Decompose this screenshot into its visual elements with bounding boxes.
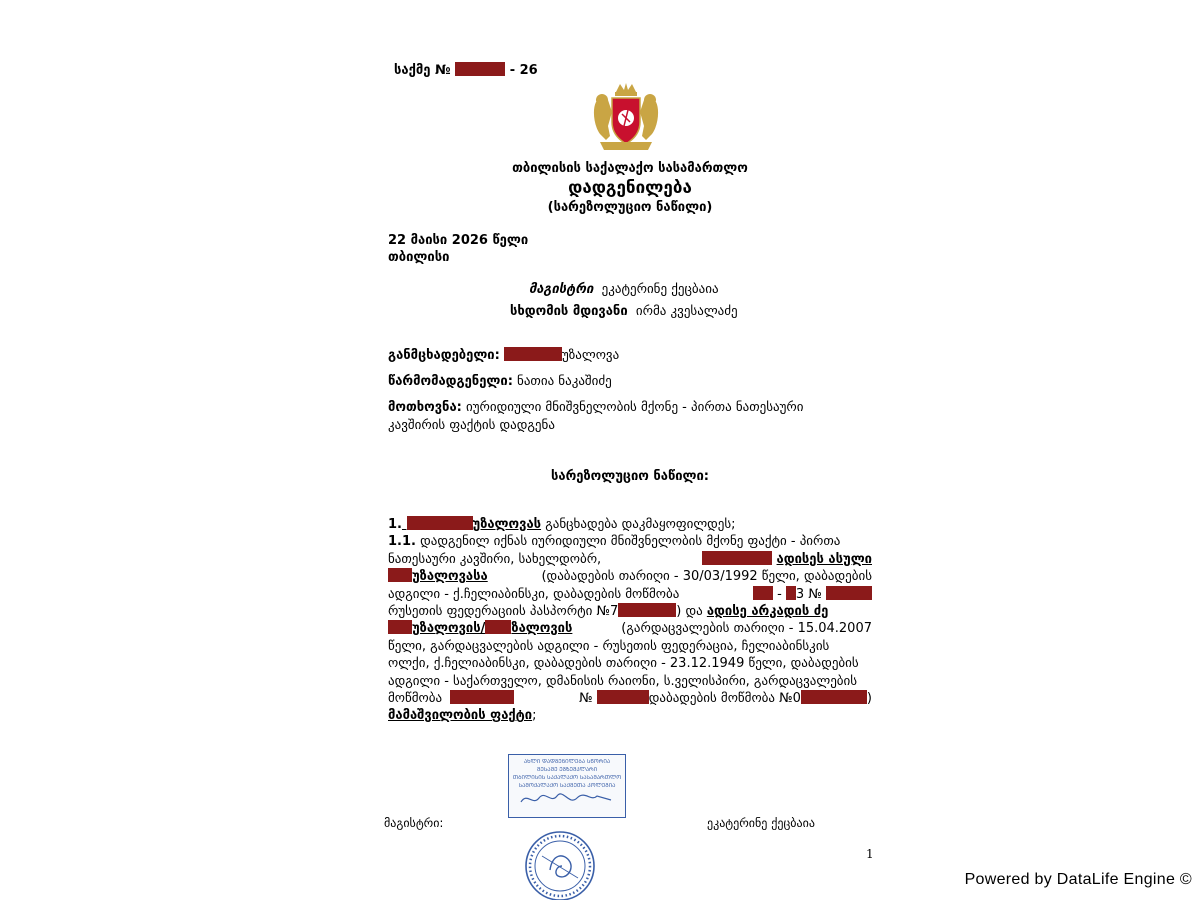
redaction <box>702 551 772 565</box>
body-line: მამაშვილობის ფაქტი; <box>388 708 537 724</box>
resolution-body <box>388 516 872 725</box>
redaction <box>388 568 412 582</box>
body-line: ადგილი - საქართველო, დმანისის რაიონი, ს.ველისპირი, გარდაცვალების <box>388 673 858 689</box>
round-seal-icon <box>512 826 608 900</box>
redaction <box>388 620 412 634</box>
redaction <box>450 690 514 704</box>
body-line: ადგილი - ქ.ჩელიაბინსკი, დაბადების მოწმობა - 3 № <box>388 586 872 603</box>
coat-of-arms-icon <box>590 82 662 152</box>
secretary-line: სხდომის მდივანი ირმა კვესალაძე <box>510 304 738 319</box>
court-stamp: ᲐᲮᲚᲘ ᲓᲐᲓᲒᲔᲜᲘᲚᲔᲑᲐ ᲡᲬᲝᲠᲘᲐ ᲛᲔᲡᲐᲛᲔ ᲔᲒᲖᲔᲛᲞᲚᲐᲠᲘ ᲗᲑᲘᲚᲘᲡᲘᲡ ᲡᲐᲥᲐᲚᲐᲥᲝ ᲡᲐᲡᲐᲛᲐᲠᲗᲚᲝ ᲡᲐᲛᲝᲥᲐᲚᲐᲥᲝ ᲡᲐᲥᲛᲔᲗᲐ ᲙᲝᲚᲔᲒᲘᲐ <box>508 754 626 818</box>
magistrate-line: მაგისტრი ეკატერინე ქეცბაია <box>529 282 719 297</box>
document-date: 22 მაისი 2026 წელი <box>388 233 529 248</box>
request-block: მოთხოვნა: იურიდიული მნიშვნელობის მქონე - პირთა ნათესაური კავშირის ფაქტის დადგენა <box>388 400 804 433</box>
redaction <box>801 690 867 704</box>
court-name: თბილისის საქალაქო სასამართლო <box>512 161 748 176</box>
redaction <box>407 516 473 530</box>
page-number: 1 <box>866 847 874 861</box>
document-city: თბილისი <box>388 250 450 265</box>
applicant-line: განმცხადებელი: უზალოვა <box>388 348 620 363</box>
redaction <box>597 690 649 704</box>
redaction <box>618 603 676 617</box>
redaction <box>786 586 796 600</box>
body-line: ნათესაური კავშირი, სახელდობრ, ადისეს ასული <box>388 551 872 567</box>
document-subtitle: (სარეზოლუციო ნაწილი) <box>547 200 713 215</box>
signature-name: ეკატერინე ქეცბაია <box>707 816 815 830</box>
signature-icon <box>517 790 617 808</box>
redaction <box>504 347 562 361</box>
body-line: წელი, გარდაცვალების ადგილი - რუსეთის ფედერაცია, ჩელიაბინსკის <box>388 638 830 654</box>
body-line: უზალოვასა (დაბადების თარიღი - 30/03/1992 წელი, დაბადების <box>388 568 872 585</box>
case-number: საქმე № - 26 <box>394 63 538 78</box>
redaction <box>485 620 511 634</box>
redaction <box>753 586 773 600</box>
document-title: დადგენილება <box>568 178 692 198</box>
body-line: მოწმობა № დაბადების მოწმობა №0 ) <box>388 691 872 707</box>
powered-by-footer: Powered by DataLife Engine © <box>964 871 1192 888</box>
signature-label: მაგისტრი: <box>384 816 444 830</box>
redaction <box>455 62 505 76</box>
redaction <box>826 586 872 600</box>
body-line: 1.1. დადგენილ იქნას იურიდიული მნიშვნელობის მქონე ფაქტი - პირთა <box>388 534 841 550</box>
body-line: უზალოვის/ ზალოვის (გარდაცვალების თარიღი - 15.04.2007 <box>388 620 872 637</box>
body-line: ოლქი, ქ.ჩელიაბინსკი, დაბადების თარიღი - 23.12.1949 წელი, დაბადების <box>388 656 859 672</box>
section-title: სარეზოლუციო ნაწილი: <box>550 469 710 484</box>
body-line: 1. უზალოვას განცხადება დაკმაყოფილდეს; <box>388 517 736 532</box>
representative-line: წარმომადგენელი: ნათია ნაკაშიძე <box>388 374 612 389</box>
body-line: რუსეთის ფედერაციის პასპორტი №7 ) და ადისე არკადის ძე <box>388 604 829 620</box>
